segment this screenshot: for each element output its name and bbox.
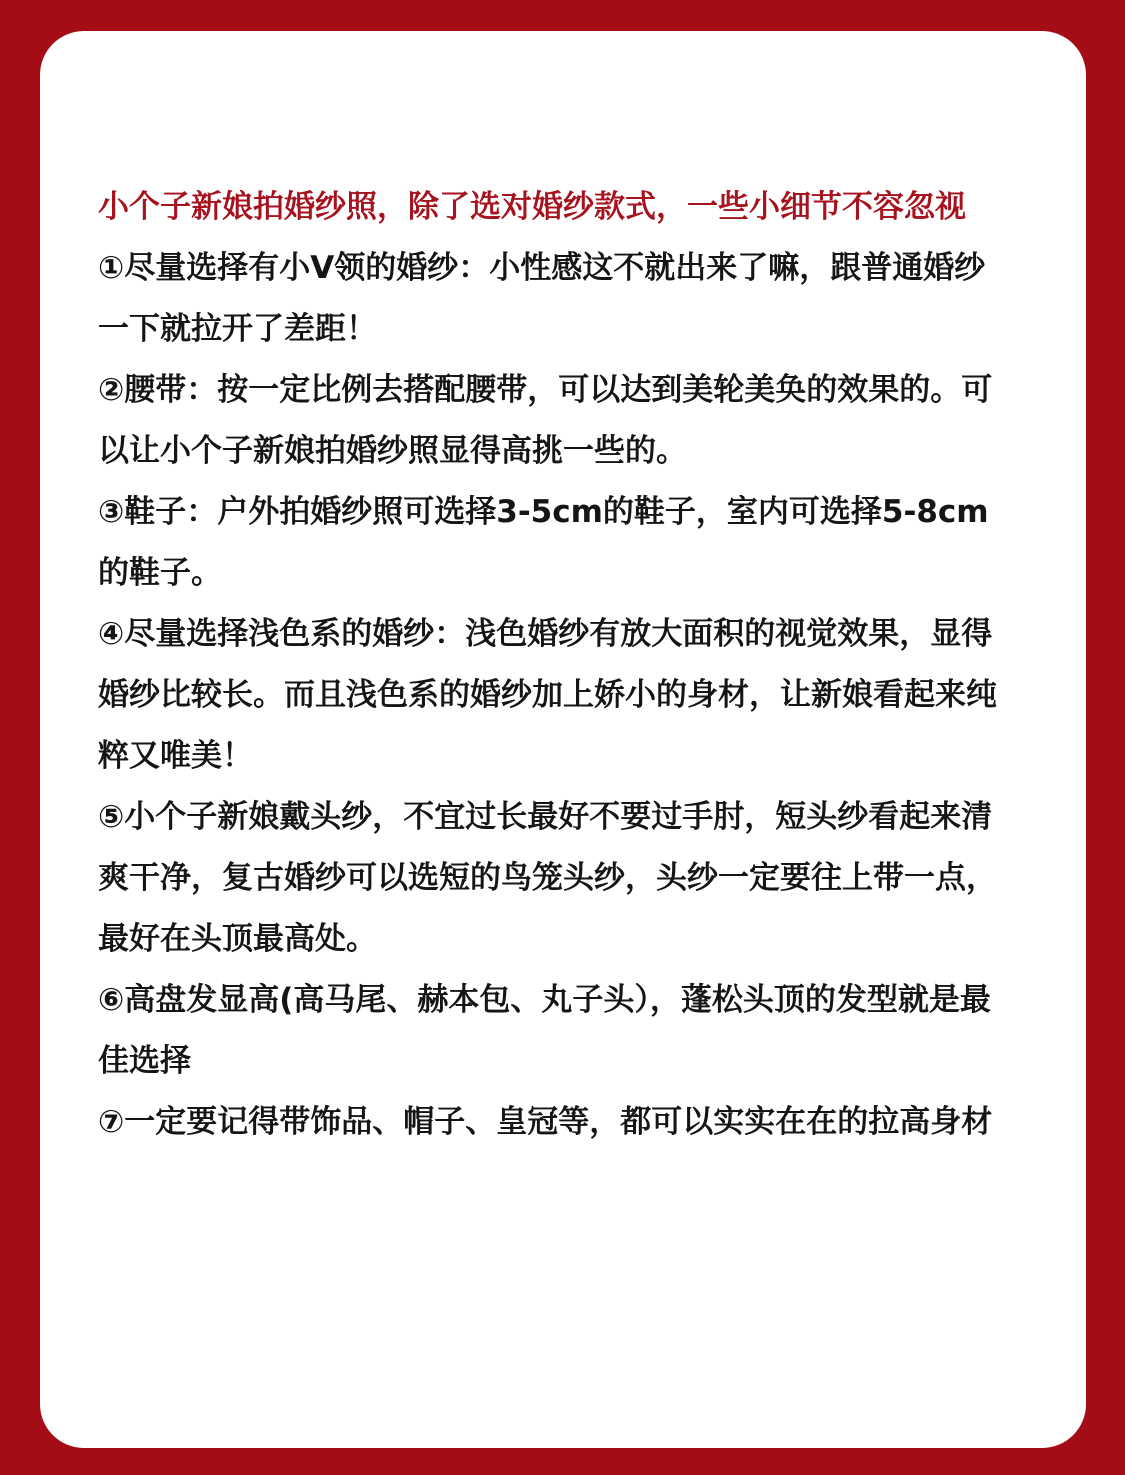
article-title: 小个子新娘拍婚纱照，除了选对婚纱款式，一些小细节不容忽视 <box>98 189 966 225</box>
article-body <box>98 177 1008 1153</box>
tip-item-2: ②腰带：按一定比例去搭配腰带，可以达到美轮美奂的效果的。可以让小个子新娘拍婚纱照显得高挑一些的。 <box>98 372 993 469</box>
tip-item-4: ④尽量选择浅色系的婚纱：浅色婚纱有放大面积的视觉效果，显得婚纱比较长。而且浅色系的婚纱加上娇小的身材，让新娘看起来纯粹又唯美！ <box>98 616 997 774</box>
content-card <box>40 31 1086 1448</box>
tip-item-6: ⑥高盘发显高(高马尾、赫本包、丸子头），蓬松头顶的发型就是最佳选择 <box>98 982 991 1079</box>
tip-item-5: ⑤小个子新娘戴头纱，不宜过长最好不要过手肘，短头纱看起来清爽干净，复古婚纱可以选短的鸟笼头纱，头纱一定要往上带一点，最好在头顶最高处。 <box>98 799 997 957</box>
tip-item-1: ①尽量选择有小V领的婚纱：小性感这不就出来了嘛，跟普通婚纱一下就拉开了差距！ <box>98 250 986 347</box>
tip-item-7: ⑦一定要记得带饰品、帽子、皇冠等，都可以实实在在的拉高身材 <box>98 1104 993 1140</box>
tip-item-3: ③鞋子：户外拍婚纱照可选择3-5cm的鞋子，室内可选择5-8cm的鞋子。 <box>98 494 989 591</box>
